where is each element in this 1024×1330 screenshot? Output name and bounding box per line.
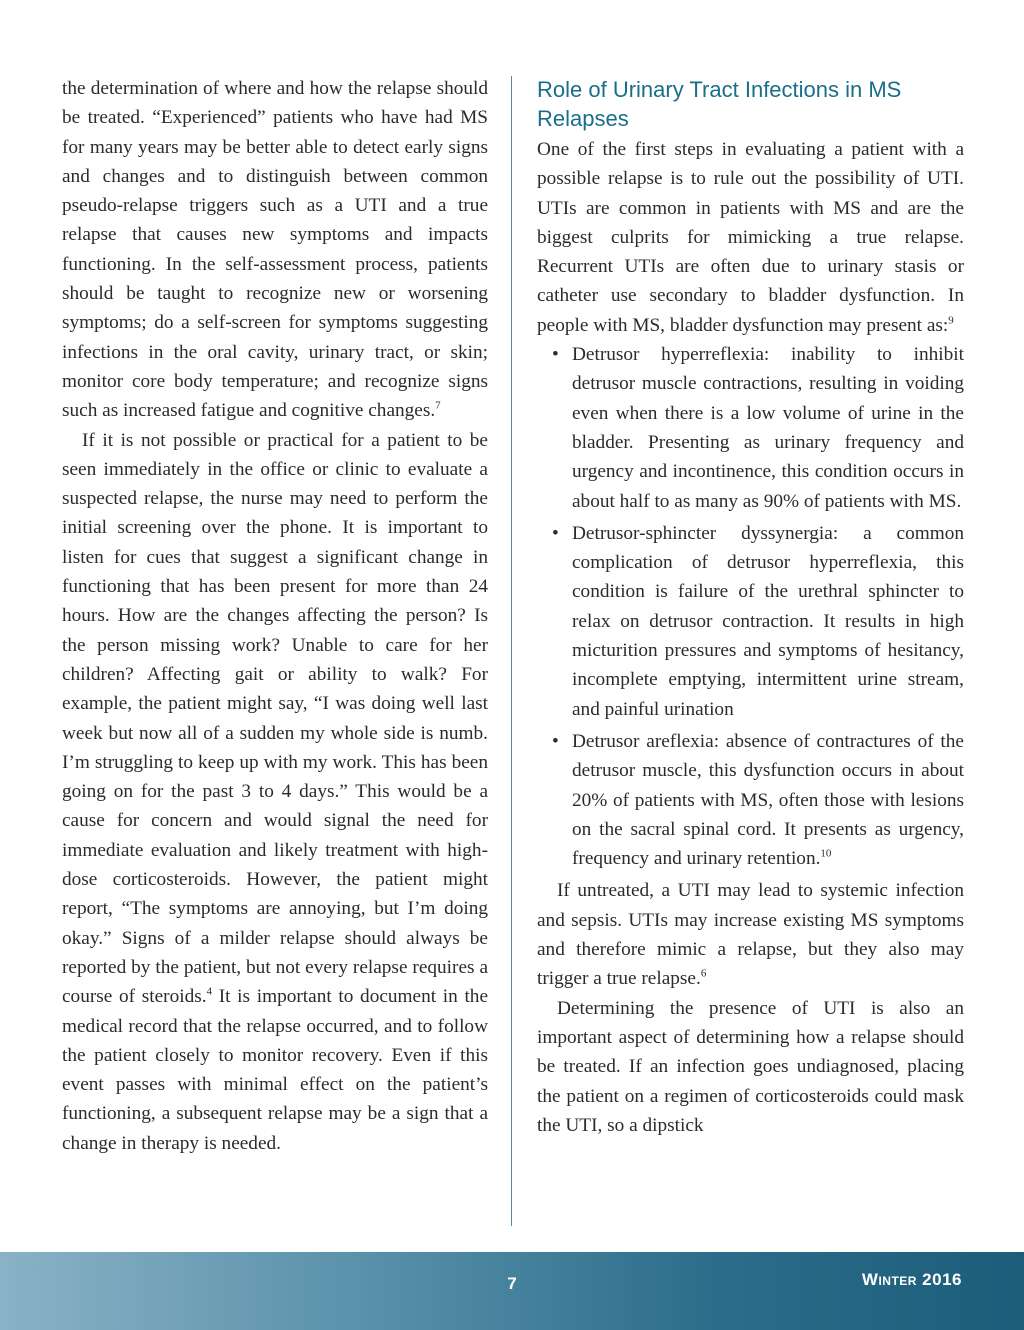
paragraph: If untreated, a UTI may lead to systemic infection and sepsis. UTIs may increase existing MS symptoms and therefore mimic a relapse, but they also may trigger a true relapse.$^6$ xyxy=(537,880,964,990)
column-divider xyxy=(511,76,512,1226)
paragraph: Determining the presence of UTI is also an important aspect of determining how a relapse should be treated. If an infection goes undiagnosed, placing the patient on a regimen of corticosteroids could mask the UTI, so a dipstick xyxy=(537,997,964,1136)
reference-superscript: 7 xyxy=(435,399,441,412)
reference-superscript: 4 xyxy=(206,985,213,998)
page-footer xyxy=(0,1252,1024,1330)
list-item: • Detrusor areflexia: absence of contractures of the detrusor muscle, this dysfunction occurs in about 20% of patients with MS, often those with lesions on the sacral spinal cord. It presents as urgency, frequency and urinary retention.$^{10}$ xyxy=(537,727,964,873)
list-item: • Detrusor hyperreflexia: inability to inhibit detrusor muscle contractions, resulting in voiding even when there is a low volume of urine in the bladder. Presenting as urinary frequency and urgency and incontinence, this condition occurs in about half to as many as 90% of patients with MS. xyxy=(537,340,964,516)
paragraph: the determination of where and how the relapse should be treated. “Experienced” patients who have had MS for many years may be better able to detect early signs and changes and to distinguish between common pseudo-relapse triggers such as a UTI and a true relapse that causes new symptoms and impacts functioning. In the self-assessment process, patients should be taught to recognize new or worsening symptoms; do a self-screen for symptoms suggesting infections in the oral cavity, urinary tract, or skin; monitor core body temperature; and recognize signs such as increased fatigue and cognitive changes.$^7$ xyxy=(62,78,488,422)
section-heading: Role of Urinary Tract Infections in MS Relapses xyxy=(537,77,902,131)
reference-superscript: 9 xyxy=(948,314,954,327)
issue-label: Winter 2016 xyxy=(861,1270,962,1289)
reference-superscript: 6 xyxy=(700,967,707,980)
bullet-icon: • xyxy=(552,522,559,544)
bullet-icon: • xyxy=(552,344,559,366)
page-number: 7 xyxy=(507,1274,517,1293)
bullet-icon: • xyxy=(552,730,559,752)
reference-superscript: 10 xyxy=(820,847,832,860)
paragraph: If it is not possible or practical for a patient to be seen immediately in the office or clinic to evaluate a suspected relapse, the nurse may need to perform the initial screening over the phone. It is important to listen for cues that suggest a significant change in functioning that has been present for more than 24 hours. How are the changes affecting the person? Is the person missing work? Unable to care for her children? Affecting gait or ability to walk? For example, the patient might say, “I was doing well last week but now all of a sudden my whole side is numb. I’m struggling to keep up with my work. This has been going on for the past 3 to 4 days.” This would be a cause for concern and would signal the need for immediate evaluation and likely treatment with high-dose corticosteroids. However, the patient might report, “The symptoms are annoying, but I’m doing okay.” Signs of a milder relapse should always be reported by the patient, but not every relapse requires a course of steroids.$^4$ It is important to document in the medical record that the relapse occurred, and to follow the patient closely to monitor recovery. Even if this event passes with minimal effect on the patient’s functioning, a subsequent relapse may be a sign that a change in therapy is needed. xyxy=(62,429,488,1154)
paragraph: One of the first steps in evaluating a patient with a possible relapse is to rule out the possibility of UTI. UTIs are common in patients with MS and are the biggest culprits for mimicking a true relapse. Recurrent UTIs are often due to urinary stasis or catheter use secondary to bladder dysfunction. In people with MS, bladder dysfunction may present as:$^9$ xyxy=(537,139,964,336)
bullet-list xyxy=(537,340,964,873)
left-column xyxy=(62,74,488,1158)
list-item: • Detrusor-sphincter dyssynergia: a common complication of detrusor hyperreflexia, this condition is failure of the urethral sphincter to relax on detrusor contraction. It results in high micturition pressures and symptoms of hesitancy, incomplete emptying, intermittent urine stream, and painful urination xyxy=(537,519,964,724)
right-column xyxy=(537,74,964,1140)
